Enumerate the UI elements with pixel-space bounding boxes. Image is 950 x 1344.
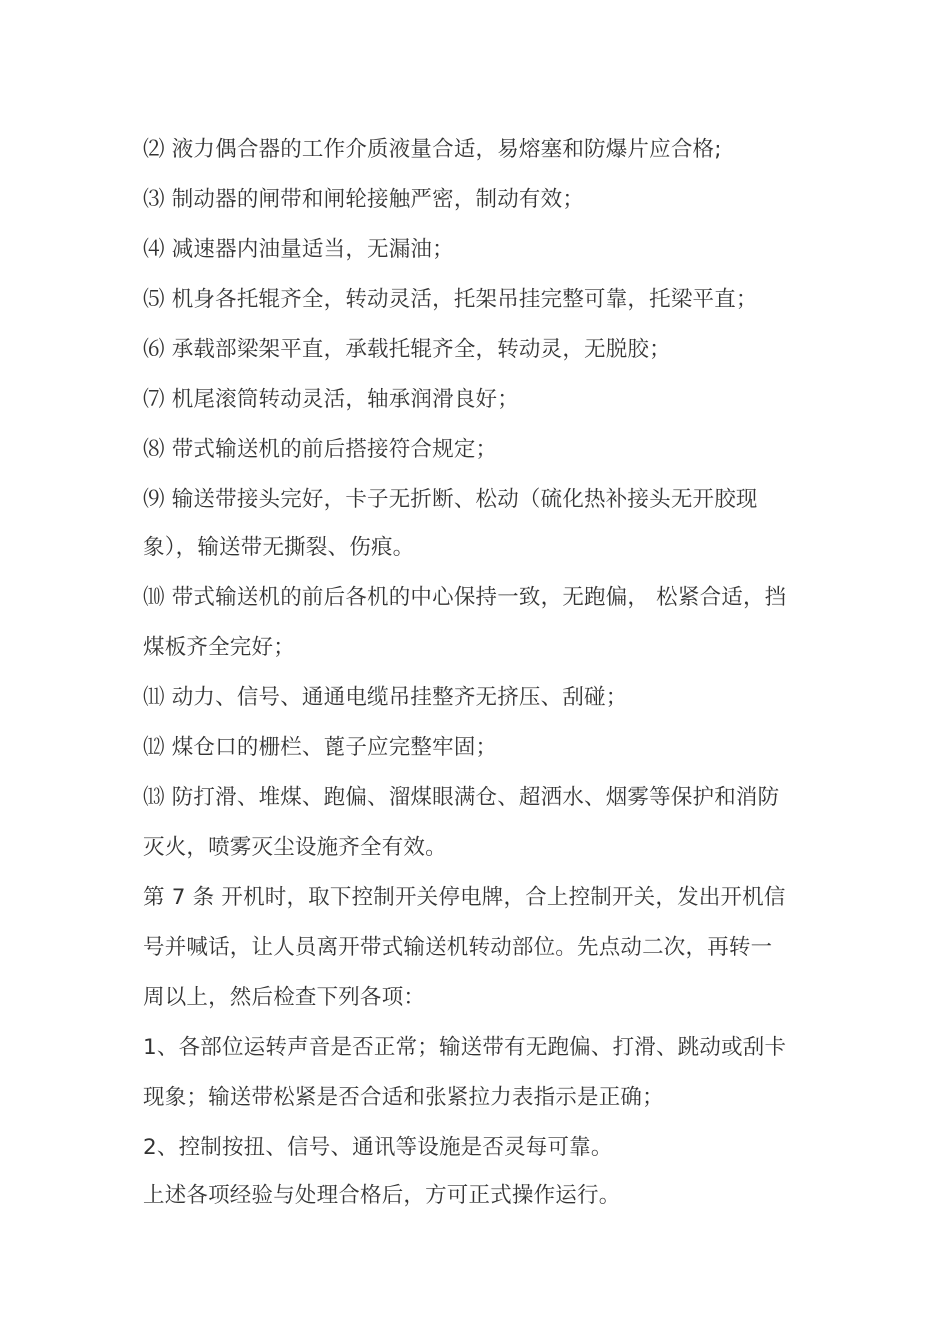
text-line: ⑵ 液力偶合器的工作介质液量合适，易熔塞和防爆片应合格; (143, 137, 722, 162)
text-line: 周以上，然后检查下列各项： (143, 985, 426, 1010)
text-line: ⑽ 带式输送机的前后各机的中心保持一致，无跑偏， 松紧合适，挡 (143, 585, 787, 610)
text-line: 灭火，喷雾灭尘设施齐全有效。 (143, 835, 447, 860)
text-line: ⑼ 输送带接头完好，卡子无折断、松动（硫化热补接头无开胶现 (143, 487, 758, 512)
text-line: 煤板齐全完好； (143, 635, 295, 660)
text-line: ⑺ 机尾滚筒转动灵活，轴承润滑良好； (143, 387, 519, 412)
text-line: ⒀ 防打滑、堆煤、跑偏、溜煤眼满仓、超洒水、烟雾等保护和消防 (143, 785, 780, 810)
text-line: ⑾ 动力、信号、通通电缆吊挂整齐无挤压、刮碰； (143, 685, 628, 710)
text-line: 号并喊话，让人员离开带式输送机转动部位。先点动二次，再转一 (143, 935, 773, 960)
text-line: ⑹ 承载部梁架平直，承载托辊齐全，转动灵，无脱胶； (143, 337, 671, 362)
text-line: 现象；输送带松紧是否合适和张紧拉力表指示是正确； (143, 1085, 664, 1110)
text-line: ⑻ 带式输送机的前后搭接符合规定； (143, 437, 498, 462)
text-line: 上述各项经验与处理合格后，方可正式操作运行。 (143, 1183, 621, 1208)
text-line: ⑸ 机身各托辊齐全，转动灵活，托架吊挂完整可靠，托梁平直； (143, 287, 758, 312)
text-line: ⑷ 减速器内油量适当，无漏油； (143, 237, 454, 262)
text-line: ⑿ 煤仓口的栅栏、蓖子应完整牢固； (143, 735, 498, 760)
text-line: 第 7 条 开机时，取下控制开关停电牌，合上控制开关，发出开机信 (143, 885, 786, 910)
text-line: 2、控制按扭、信号、通讯等设施是否灵每可靠。 (143, 1135, 613, 1160)
text-line: 1、各部位运转声音是否正常；输送带有无跑偏、打滑、跳动或刮卡 (143, 1035, 787, 1060)
text-line: ⑶ 制动器的闸带和闸轮接触严密，制动有效； (143, 187, 585, 212)
text-line: 象），输送带无撕裂、伤痕。 (143, 535, 415, 560)
